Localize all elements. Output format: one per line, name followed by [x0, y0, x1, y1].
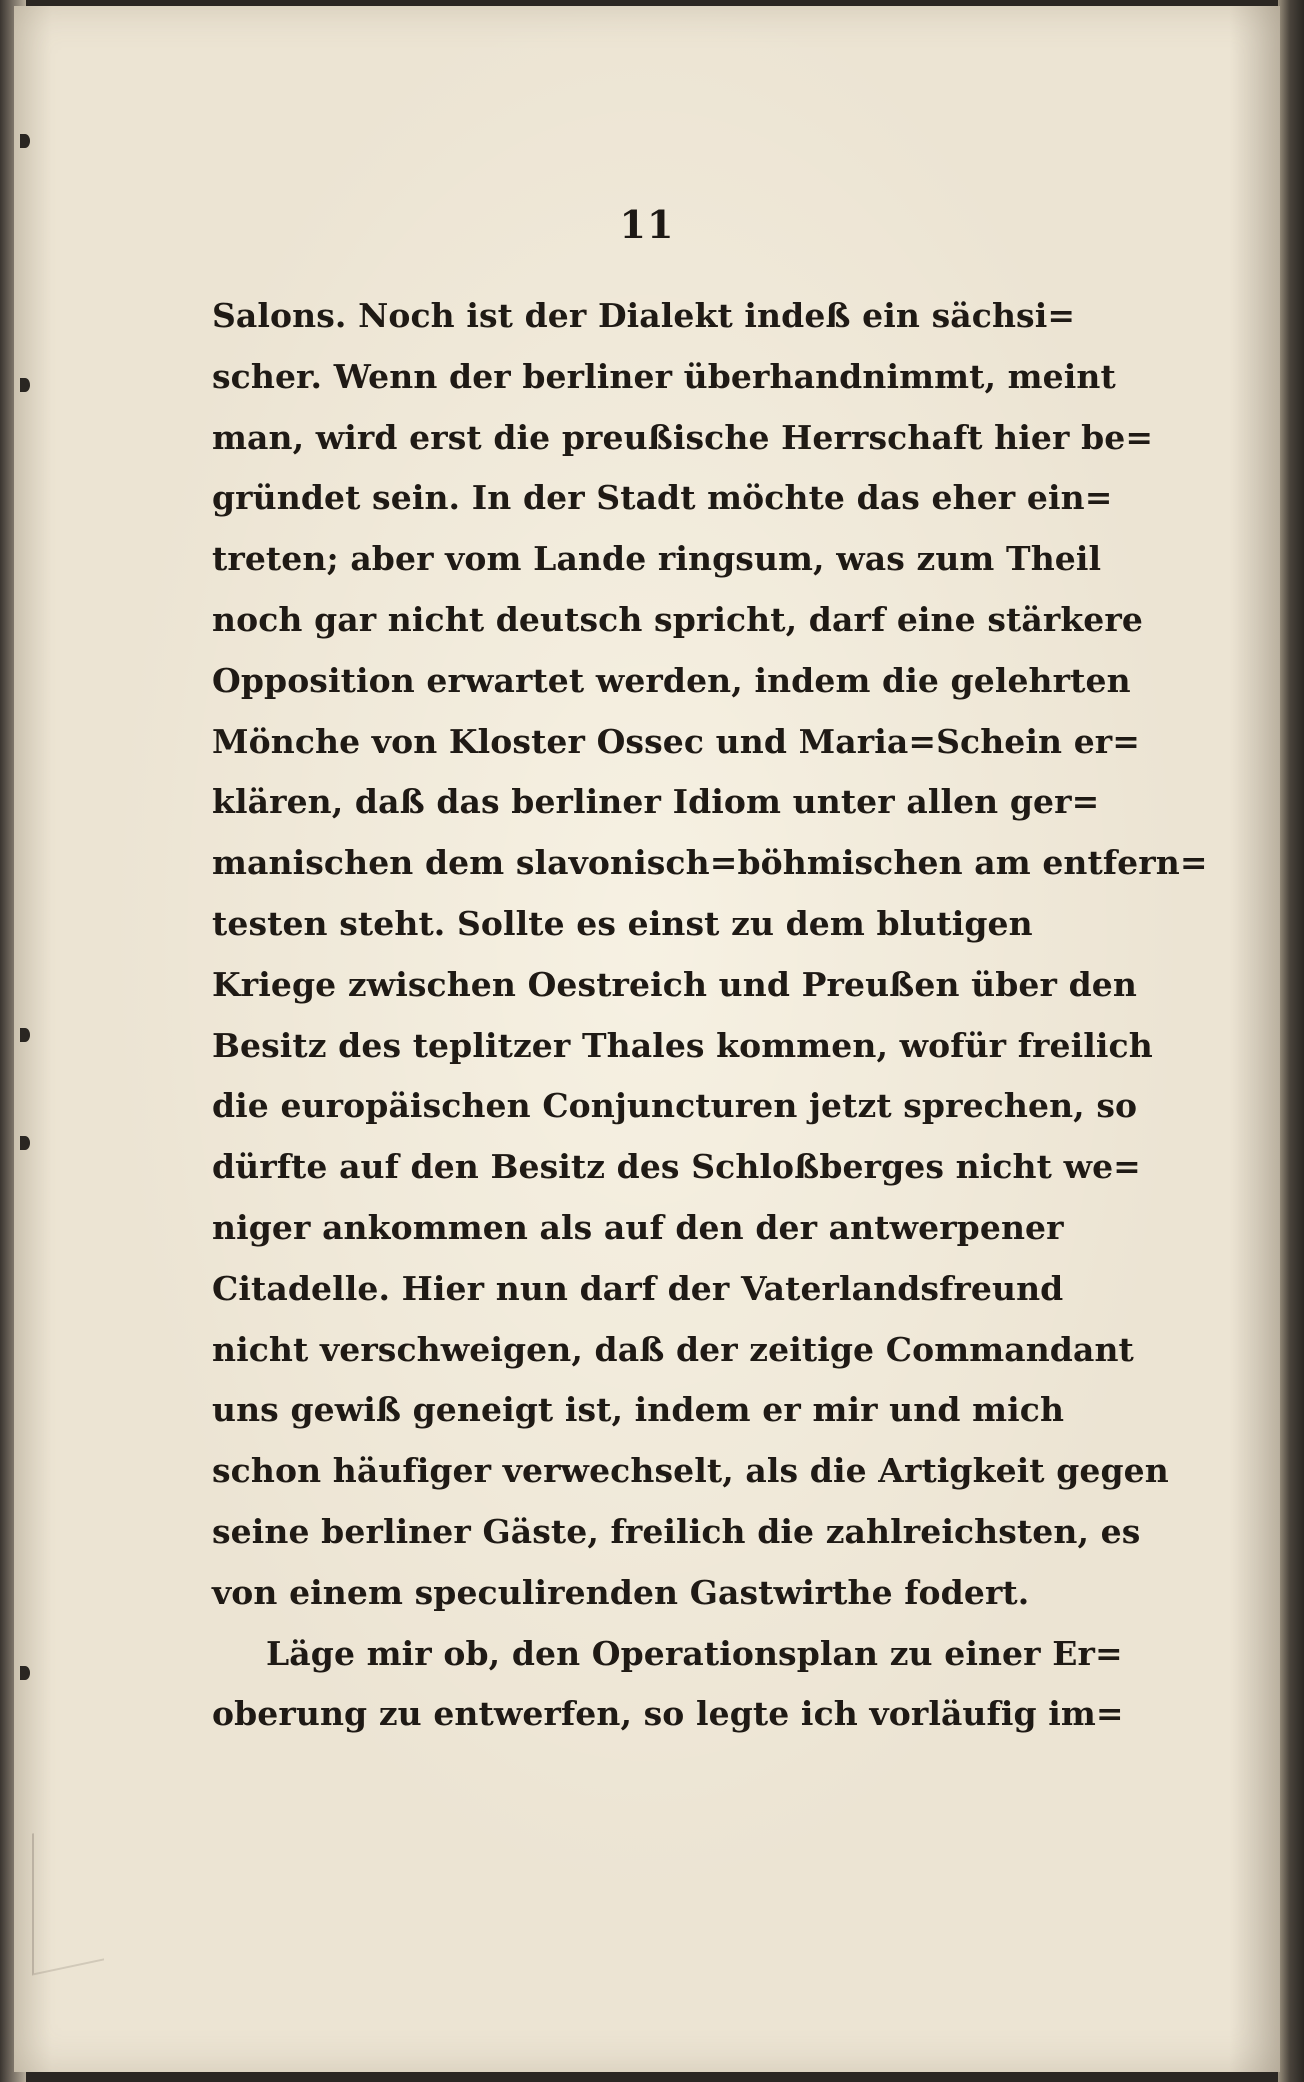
text-line: klären, daß das berliner Idiom unter allen ger=	[212, 782, 1100, 822]
text-line: oberung zu entwerfen, so legte ich vorläufig im=	[212, 1694, 1124, 1734]
binding-notch	[20, 1666, 30, 1680]
text-line: testen steht. Sollte es einst zu dem blutigen	[212, 903, 1033, 943]
binding-notch	[20, 1136, 30, 1150]
text-line: niger ankommen als auf den der antwerpener	[212, 1207, 1064, 1247]
text-line: Salons. Noch ist der Dialekt indeß ein sächsi=	[212, 296, 1076, 335]
text-line: schon häufiger verwechselt, als die Artigkeit gegen	[212, 1451, 1169, 1491]
binding-notch	[20, 134, 30, 148]
text-line: dürfte auf den Besitz des Schloßberges nicht we=	[212, 1147, 1141, 1187]
page-number: 11	[619, 202, 675, 247]
binding-notch	[20, 1028, 30, 1042]
binding-notch	[20, 378, 30, 392]
text-line: Besitz des teplitzer Thales kommen, wofür freilich	[212, 1025, 1153, 1065]
text-line: Kriege zwischen Oestreich und Preußen über den	[212, 964, 1137, 1004]
text-line: uns gewiß geneigt ist, indem er mir und mich	[212, 1390, 1065, 1430]
text-line: Citadelle. Hier nun darf der Vaterlandsfreund	[212, 1268, 1064, 1308]
text-line: Mönche von Kloster Ossec und Maria=Schein er=	[212, 721, 1141, 761]
text-line: seine berliner Gäste, freilich die zahlreichsten, es	[212, 1511, 1141, 1551]
text-line: von einem speculirenden Gastwirthe fodert.	[212, 1572, 1030, 1612]
text-line: Läge mir ob, den Operationsplan zu einer Er=	[266, 1633, 1123, 1673]
text-line: Opposition erwartet werden, indem die gelehrten	[212, 660, 1131, 700]
text-line: die europäischen Conjuncturen jetzt sprechen, so	[212, 1086, 1138, 1126]
text-line: scher. Wenn der berliner überhandnimmt, meint	[212, 356, 1116, 396]
text-line: nicht verschweigen, daß der zeitige Commandant	[212, 1329, 1134, 1369]
paper-stain	[32, 1818, 104, 1975]
page-edge-right	[1278, 0, 1304, 2082]
text-line: manischen dem slavonisch=böhmischen am entfern=	[212, 843, 1208, 883]
text-line: treten; aber vom Lande ringsum, was zum Theil	[212, 539, 1102, 579]
text-line: gründet sein. In der Stadt möchte das eher ein=	[212, 478, 1113, 518]
paper-page	[14, 6, 1280, 2072]
text-line: man, wird erst die preußische Herrschaft hier be=	[212, 417, 1154, 457]
text-line: noch gar nicht deutsch spricht, darf eine stärkere	[212, 599, 1143, 639]
body-text	[212, 286, 1208, 1745]
